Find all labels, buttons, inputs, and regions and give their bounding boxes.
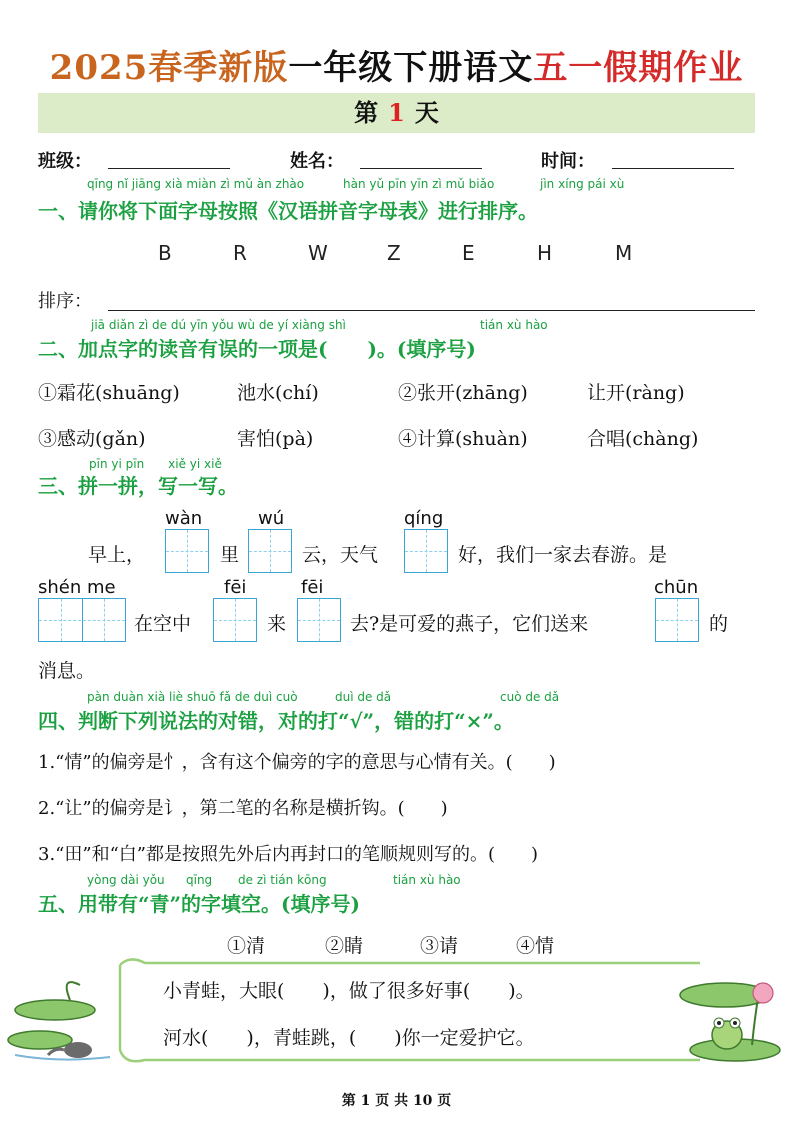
py-wu: wú	[258, 508, 285, 529]
order-answer-line[interactable]	[108, 310, 755, 311]
order-label: 排序：	[38, 291, 92, 312]
s5-option: ②睛	[325, 935, 364, 957]
title-part1: 2025春季新版	[49, 48, 289, 88]
s2-heading: 二、加点字的读音有误的一项是( )。(填序号)	[38, 337, 476, 361]
s2-option: 害怕(pà)	[237, 428, 314, 450]
name-label: 姓名：	[290, 151, 344, 172]
day-banner	[38, 93, 755, 133]
s1-pinyin-2: hàn yǔ pīn yīn zì mǔ biǎo	[343, 177, 495, 191]
s4-item: 2.“让”的偏旁是讠，第二笔的名称是横折钩。( )	[38, 798, 448, 819]
s2-option: ②张开(zhāng)	[398, 382, 528, 404]
lily-pad-icon	[15, 1000, 95, 1020]
py-wan: wàn	[165, 508, 203, 529]
s5-option: ③请	[420, 935, 459, 957]
writing-box[interactable]	[248, 529, 292, 573]
writing-box[interactable]	[404, 529, 448, 573]
time-label: 时间：	[541, 151, 595, 172]
s4-item: 3.“田”和“白”都是按照先外后内再封口的笔顺规则写的。( )	[38, 844, 539, 865]
s4-heading: 四、判断下列说法的对错，对的打“√”，错的打“×”。	[38, 709, 514, 733]
s4-pinyin-2: duì de dǎ	[335, 690, 392, 704]
writing-box[interactable]	[165, 529, 209, 573]
s4-item: 1.“情”的偏旁是忄，含有这个偏旁的字的意思与心情有关。( )	[38, 752, 556, 773]
letter-item: M	[615, 241, 633, 265]
s5-option: ①清	[227, 935, 266, 957]
class-label: 班级：	[38, 151, 92, 172]
letter-item: B	[158, 241, 172, 265]
letter-item: W	[308, 241, 328, 265]
s5-option: ④情	[516, 935, 555, 957]
writing-box-double[interactable]	[38, 598, 126, 642]
pond-frame-illustration	[0, 955, 793, 1075]
s2-option: 池水(chí)	[237, 382, 319, 404]
class-input-line[interactable]	[108, 168, 230, 169]
py-fei-1: fēi	[224, 577, 247, 598]
s2-option: ④计算(shuàn)	[398, 428, 528, 450]
s5-pinyin-4: tián xù hào	[393, 873, 461, 887]
s3-line1-c: 云，天气	[302, 544, 379, 566]
py-qing: qíng	[404, 508, 444, 529]
title-part3: 五一假期作业	[533, 48, 744, 88]
letter-item: Z	[387, 241, 401, 265]
s3-line2-a: 在空中	[134, 613, 192, 635]
py-fei-2: fēi	[301, 577, 324, 598]
s3-pinyin: pīn yi pīn xiě yi xiě	[89, 457, 222, 471]
tadpole-icon	[64, 1042, 92, 1058]
title-part2: 一年级下册语文	[288, 48, 534, 88]
s5-pinyin-2: qīng	[186, 873, 213, 887]
s2-option: ③感动(gǎn)	[38, 428, 146, 450]
day-suffix: 天	[414, 98, 439, 127]
py-shenme: shén me	[38, 577, 116, 598]
s5-heading: 五、用带有“青”的字填空。(填序号)	[38, 892, 360, 916]
s2-option: 让开(ràng)	[587, 382, 685, 404]
day-prefix: 第	[354, 98, 379, 127]
lotus-flower-icon	[753, 983, 773, 1003]
s3-line1-b: 里	[220, 544, 240, 566]
s5-line: 河水( )，青蛙跳，( )你一定爱护它。	[163, 1027, 535, 1049]
letter-item: R	[233, 241, 247, 265]
s2-pinyin-2: tián xù hào	[480, 318, 548, 332]
s5-pinyin-3: de zì tián kōng	[238, 873, 327, 887]
writing-box[interactable]	[655, 598, 699, 642]
page-title	[0, 40, 793, 89]
s4-pinyin-3: cuò de dǎ	[500, 690, 560, 704]
s3-line3: 消息。	[38, 660, 96, 682]
s1-pinyin-1: qīng nǐ jiāng xià miàn zì mǔ àn zhào	[87, 177, 305, 191]
s3-line2-d: 的	[709, 613, 729, 635]
s3-line1-a: 早上，	[88, 544, 146, 566]
s2-option: ①霜花(shuāng)	[38, 382, 180, 404]
day-number: 1	[388, 98, 405, 127]
s3-line2-c: 去?是可爱的燕子，它们送来	[350, 613, 589, 635]
writing-box[interactable]	[213, 598, 257, 642]
letter-item: H	[537, 241, 553, 265]
s1-heading: 一、请你将下面字母按照《汉语拼音字母表》进行排序。	[38, 199, 538, 223]
s4-pinyin-1: pàn duàn xià liè shuō fǎ de duì cuò	[87, 690, 298, 704]
letter-item: E	[462, 241, 475, 265]
s3-line2-b: 来	[267, 613, 287, 635]
time-input-line[interactable]	[612, 168, 734, 169]
py-chun: chūn	[654, 577, 699, 598]
s1-pinyin-3: jìn xíng pái xù	[540, 177, 625, 191]
s5-pinyin-1: yòng dài yǒu	[87, 873, 165, 887]
s3-line1-d: 好，我们一家去春游。是	[458, 544, 668, 566]
s2-option: 合唱(chàng)	[587, 428, 699, 450]
s5-line: 小青蛙，大眼( )，做了很多好事( )。	[163, 980, 535, 1002]
writing-box[interactable]	[297, 598, 341, 642]
page-number: 第 1 页 共 10 页	[341, 1093, 452, 1109]
name-input-line[interactable]	[360, 168, 482, 169]
s2-pinyin-1: jiā diǎn zì de dú yīn yǒu wù de yí xiàng shì	[91, 318, 346, 332]
s3-heading: 三、拼一拼，写一写。	[38, 474, 238, 498]
